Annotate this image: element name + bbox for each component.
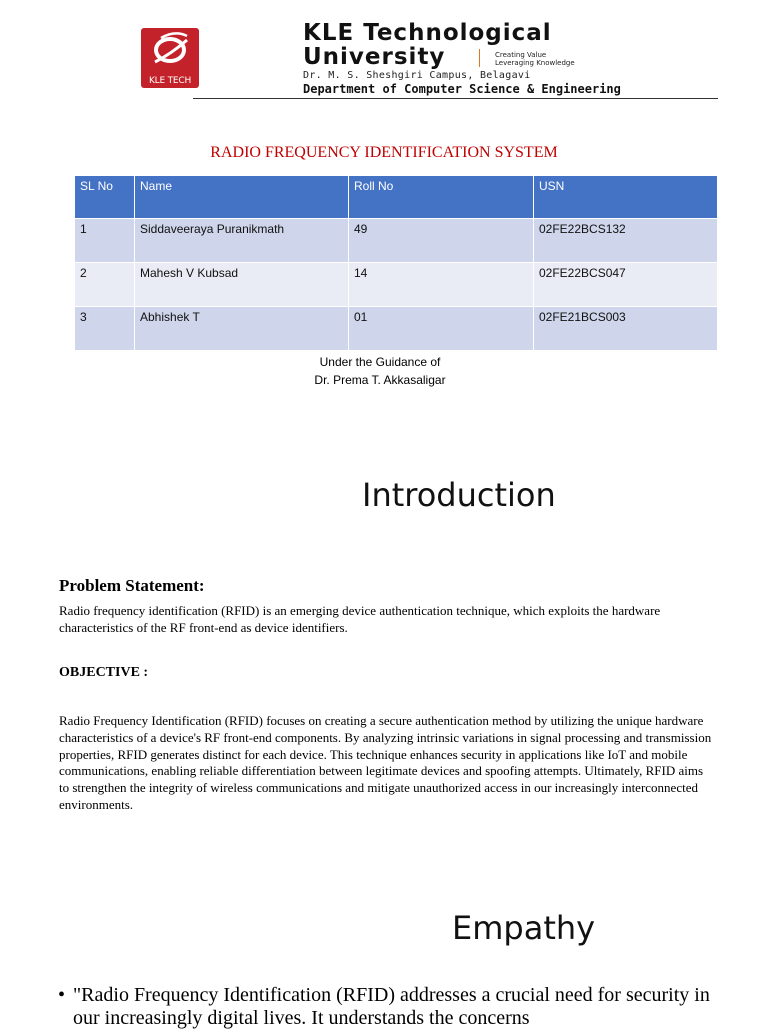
cell-sl-no: 3: [75, 307, 135, 351]
cell-usn: 02FE22BCS047: [534, 263, 718, 307]
table-header-row: [75, 176, 718, 219]
table-row: [75, 219, 718, 263]
cell-usn: 02FE21BCS003: [534, 307, 718, 351]
kle-tech-logo: [141, 28, 199, 88]
problem-statement-text: Radio frequency identification (RFID) is an emerging device authentication technique, which exploits the hardware characteristics of the RF front-end as device identifiers.: [59, 603, 661, 635]
cell-name: Siddaveeraya Puranikmath: [135, 219, 349, 263]
bullet-marker: •: [58, 984, 66, 1006]
guidance-label: Under the Guidance of: [319, 355, 441, 369]
campus-name: Dr. M. S. Sheshgiri Campus, Belagavi: [303, 70, 531, 81]
empathy-heading: Empathy: [452, 909, 596, 947]
tagline-divider: [479, 49, 480, 67]
table-row: [75, 307, 718, 351]
cell-sl-no: 2: [75, 263, 135, 307]
problem-statement-heading: Problem Statement:: [59, 576, 205, 595]
column-header-roll-no: Roll No: [349, 176, 534, 219]
objective-heading: OBJECTIVE :: [59, 665, 149, 680]
guide-name: Dr. Prema T. Akkasaligar: [314, 373, 446, 387]
empathy-text: "Radio Frequency Identification (RFID) addresses a crucial need for security in our increasingly digital lives. It understands the concerns: [73, 984, 710, 1029]
university-name-line2: University: [303, 44, 446, 70]
logo-caption: KLE TECH: [148, 76, 192, 86]
cell-name: Mahesh V Kubsad: [135, 263, 349, 307]
header-rule: [193, 98, 718, 99]
introduction-heading: Introduction: [362, 476, 556, 514]
column-header-sl-no: SL No: [75, 176, 135, 219]
column-header-name: Name: [135, 176, 349, 219]
cell-roll-no: 01: [349, 307, 534, 351]
objective-text: Radio Frequency Identification (RFID) focuses on creating a secure authentication method by utilizing the unique hardware characteristics of a device's RF front-end components. By analyzing intrinsic variations in signal processing and transmission properties, RFID generates distinct for each device. This technique enhances security in applications like IoT and mobile communications, enabling reliable differentiation between legitimate devices and spoofing attempts. Ultimately, RFID aims to strengthen the integrity of wireless communications and mitigate unauthorized access in our increasingly interconnected environments.: [59, 713, 712, 812]
column-header-usn: USN: [534, 176, 718, 219]
team-members-table: [74, 175, 718, 351]
cell-roll-no: 49: [349, 219, 534, 263]
tagline-line1: Creating Value: [495, 51, 547, 59]
project-title: RADIO FREQUENCY IDENTIFICATION SYSTEM: [210, 144, 558, 161]
table-row: [75, 263, 718, 307]
cell-usn: 02FE22BCS132: [534, 219, 718, 263]
cell-sl-no: 1: [75, 219, 135, 263]
university-name-line1: KLE Technological: [303, 20, 552, 46]
tagline-line2: Leveraging Knowledge: [495, 59, 575, 67]
cell-name: Abhishek T: [135, 307, 349, 351]
logo-swirl-icon: [141, 28, 199, 76]
cell-roll-no: 14: [349, 263, 534, 307]
department-name: Department of Computer Science & Engineering: [303, 82, 621, 96]
